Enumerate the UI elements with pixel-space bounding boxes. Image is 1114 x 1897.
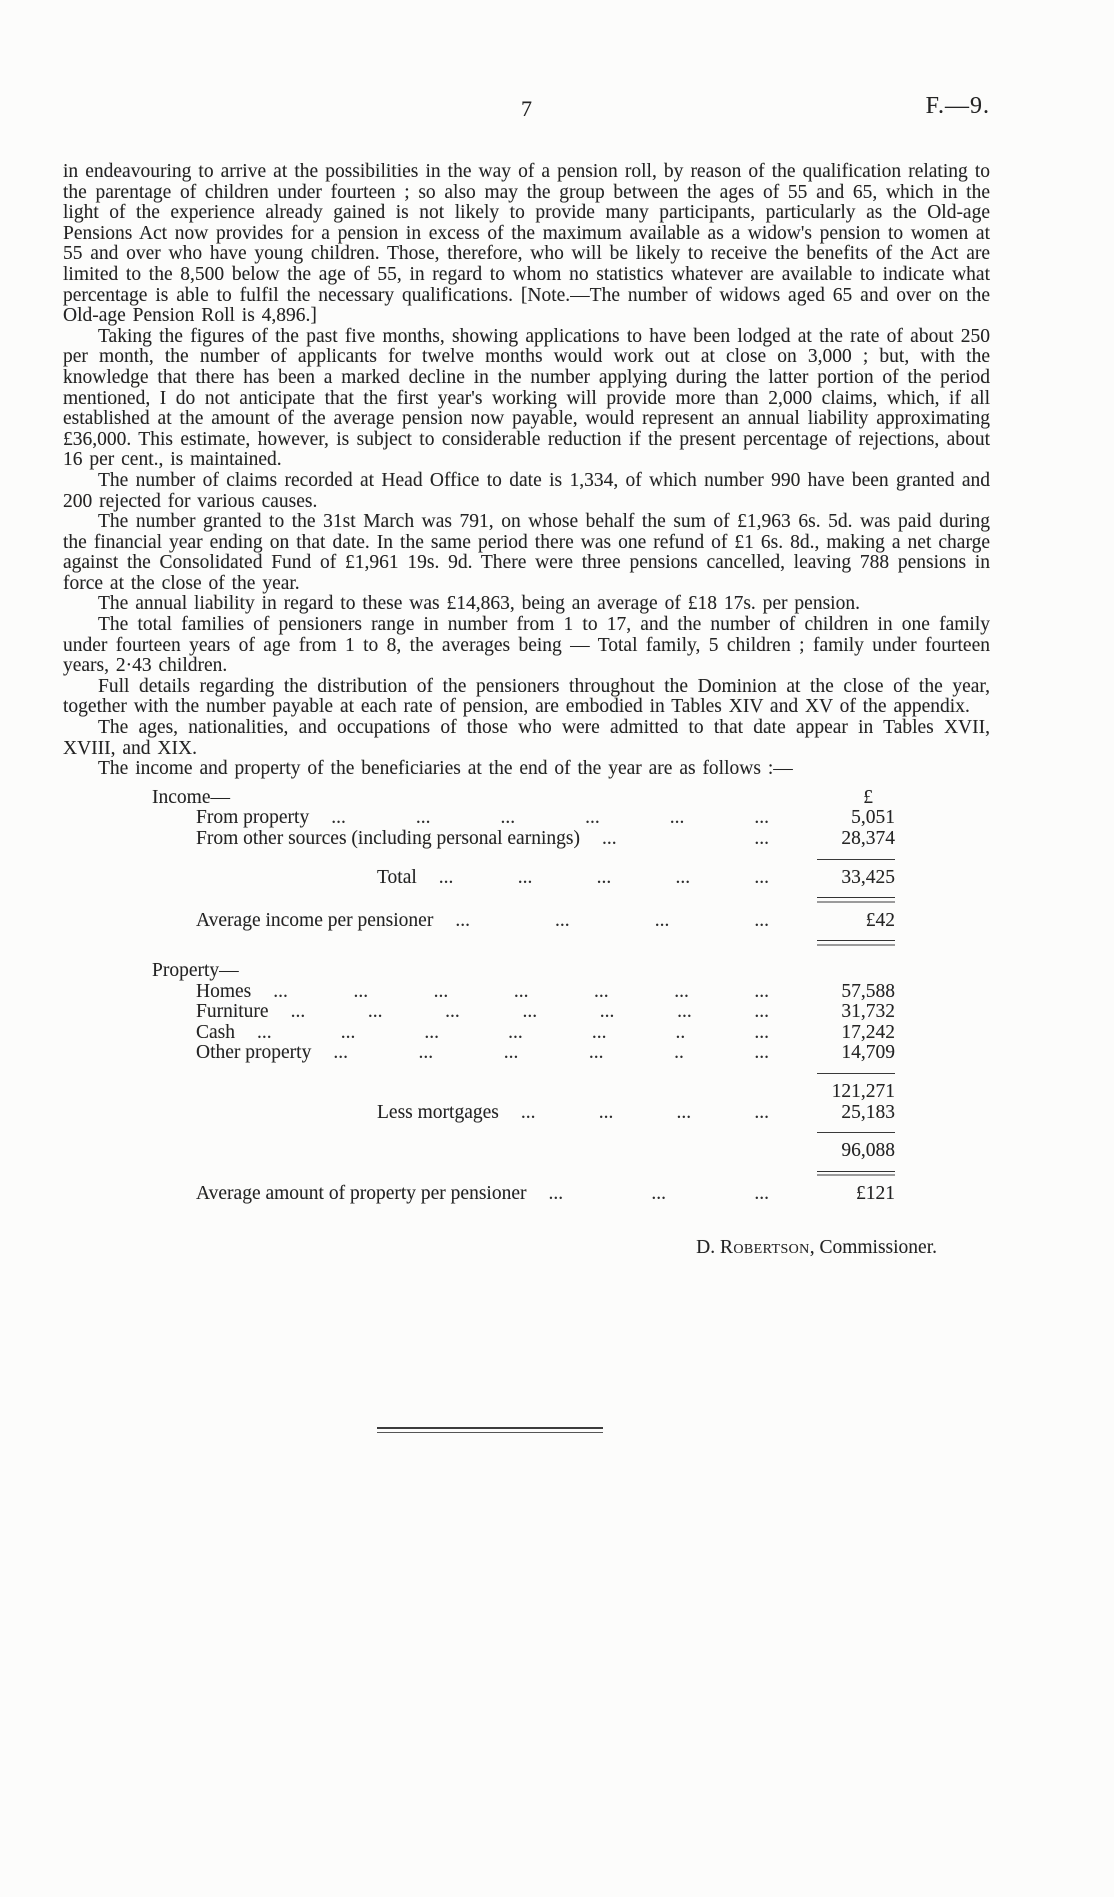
income-row-from-property xyxy=(63,808,895,829)
total-amount: 33,425 xyxy=(841,866,895,888)
rule-double xyxy=(817,1171,895,1177)
rule-single xyxy=(817,1073,895,1074)
property-row-homes xyxy=(63,982,895,1003)
property-subtotal-row xyxy=(63,1082,895,1103)
net-amount: 96,088 xyxy=(841,1140,895,1162)
income-heading: Income— xyxy=(152,786,230,808)
financial-statement xyxy=(63,788,895,1205)
row-amount: 14,709 xyxy=(841,1042,895,1064)
row-amount: 17,242 xyxy=(841,1021,895,1043)
income-total-row xyxy=(63,868,895,889)
property-row-other xyxy=(63,1043,895,1064)
row-label: Other property xyxy=(196,1042,312,1064)
row-amount: 5,051 xyxy=(851,807,895,829)
rule-single xyxy=(817,1132,895,1133)
income-heading-row xyxy=(63,788,895,809)
dot-leader: ... ... ... ... ... xyxy=(438,867,769,888)
document-reference: F.—9. xyxy=(925,93,990,119)
dot-leader: ... ... ... ... ... ... ... xyxy=(273,981,769,1002)
property-net-row xyxy=(63,1141,895,1162)
average-income-row xyxy=(63,911,895,932)
row-label: From other sources (including personal earnings) xyxy=(196,828,580,849)
paragraph-3: The number of claims recorded at Head Office to date is 1,334, of which number 990 have been granted and 200 rejected for various causes. xyxy=(63,469,990,512)
row-label: From property xyxy=(196,807,310,829)
property-row-cash xyxy=(63,1023,895,1044)
page-header xyxy=(63,93,990,138)
subtotal-amount: 121,271 xyxy=(831,1080,895,1102)
signatory-title: , Commissioner. xyxy=(809,1236,937,1258)
row-amount: 31,732 xyxy=(841,1001,895,1023)
dot-leader: ... ... xyxy=(601,829,769,849)
row-amount: £121 xyxy=(856,1183,895,1205)
paragraph-2: Taking the figures of the past five months, showing applications to have been lodged at the rate of about 250 per month, the number of applicants for twelve months would work out at close on 3,000 ; but, with the knowledge that there has been a marked decline in the number applying during the latter portion of the period mentioned, I do not anticipate that the first year's working will provide more than 2,000 claims, which, if all established at the amount of the average pension now payable, would represent an annual liability approximating £36,000. This estimate, however, is subject to considerable reduction if the present percentage of rejections, about 16 per cent., is maintained. xyxy=(63,325,990,471)
paragraph-7: Full details regarding the distribution of the pensioners throughout the Dominion at the close of the year, together with the number payable at each rate of pension, are embodied in Tables XIV and XV of the appendix. xyxy=(63,675,990,718)
row-label: Cash xyxy=(196,1021,235,1043)
row-amount: 57,588 xyxy=(841,980,895,1002)
dot-leader: ... ... ... ... ... ... ... xyxy=(290,1002,769,1023)
row-amount: 28,374 xyxy=(841,828,895,849)
page-number: 7 xyxy=(521,96,532,121)
dot-leader: ... ... ... ... ... ... xyxy=(331,808,769,829)
dot-leader: ... ... ... ... ... .. ... xyxy=(257,1022,769,1043)
signatory-initial: D. xyxy=(696,1236,716,1258)
paragraph-1: in endeavouring to arrive at the possibilities in the way of a pension roll, by reason of the qualification relating to the parentage of children under fourteen ; so also may the group between the ages of 55 and 65, which in the light of the experience already gained is not likely to provide many participants, particularly as the Old-age Pensions Act now provides for a pension in excess of the maximum available as a widow's pension to women at 55 and over who have young children. Those, therefore, who will be likely to receive the benefits of the Act are limited to the 8,500 below the age of 55, in regard to whom no statistics whatever are available to indicate what percentage is able to fulfil the necessary qualifications. [Note.—The number of widows aged 65 and over on the Old-age Pension Roll is 4,896.] xyxy=(63,161,990,327)
income-row-other-sources xyxy=(63,829,895,850)
rule-double xyxy=(817,897,895,903)
paragraph-4: The number granted to the 31st March was 791, on whose behalf the sum of £1,963 6s. 5d. was paid during the financial year ending on that date. In the same period there was one refund of £1 6s. 8d., making a net charge against the Consolidated Fund of £1,961 19s. 9d. There were three pensions cancelled, leaving 788 pensions in force at the close of the year. xyxy=(63,511,990,594)
text-column xyxy=(63,93,990,1433)
property-row-furniture xyxy=(63,1002,895,1023)
paragraph-6: The total families of pensioners range in number from 1 to 17, and the number of children in one family under fourteen years of age from 1 to 8, the averages being — Total family, 5 children ; family under fourteen years, 2·43 children. xyxy=(63,614,990,677)
dot-leader: ... ... ... ... xyxy=(520,1102,769,1123)
property-heading: Property— xyxy=(152,959,239,981)
signatory-surname: Robertson xyxy=(720,1236,810,1258)
row-label: Furniture xyxy=(196,1001,269,1023)
row-amount: £42 xyxy=(865,909,895,931)
property-heading-row xyxy=(63,961,895,982)
average-property-row xyxy=(63,1184,895,1205)
row-label: Average amount of property per pensioner xyxy=(196,1183,527,1205)
paragraph-9: The income and property of the beneficiaries at the end of the year are as follows :— xyxy=(98,758,793,780)
row-label: Average income per pensioner xyxy=(196,909,434,931)
paragraph-5: The annual liability in regard to these was £14,863, being an average of £18 17s. per pension. xyxy=(98,593,860,615)
signature-line xyxy=(63,1237,990,1259)
row-label: Less mortgages xyxy=(377,1101,499,1123)
paragraph-8: The ages, nationalities, and occupations of those who were admitted to that date appear in Tables XVII, XVIII, and XIX. xyxy=(63,717,990,759)
currency-header: £ xyxy=(863,786,873,808)
rule-single xyxy=(817,859,895,860)
body-text xyxy=(63,162,990,780)
section-divider-rule xyxy=(377,1427,603,1433)
row-amount: 25,183 xyxy=(841,1101,895,1123)
dot-leader: ... ... ... xyxy=(548,1184,769,1205)
dot-leader: ... ... ... ... .. ... xyxy=(333,1043,769,1064)
dot-leader: ... ... ... ... xyxy=(455,910,769,931)
rule-double xyxy=(817,940,895,946)
less-mortgages-row xyxy=(63,1103,895,1124)
total-label: Total xyxy=(377,866,417,888)
row-label: Homes xyxy=(196,980,252,1002)
